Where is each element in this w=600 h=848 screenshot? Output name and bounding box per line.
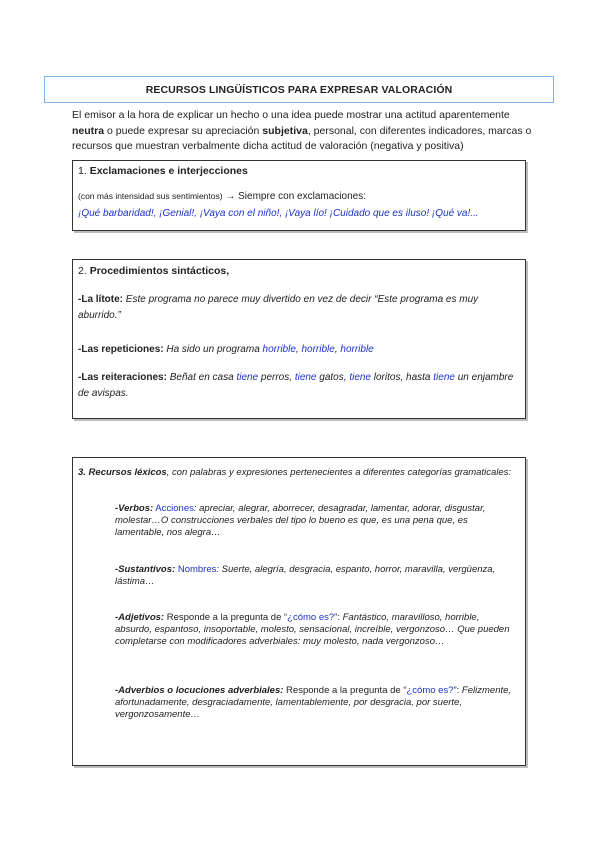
intro-bold-neutra: neutra	[72, 124, 105, 137]
adjetivos-text: Fantástico, maravilloso, horrible, absurdo, espantoso, insoportable, molesto, sensacional, increíble, vergonzoso… Que pueden completarse con modificadores adverbiales: muy molesto, nada vergonzoso…	[115, 612, 510, 647]
reiterated-word: tiene	[349, 372, 371, 383]
section1-note: (con más intensidad sus sentimientos)	[78, 191, 223, 201]
adverbios-question-highlight: ¿cómo es?	[406, 685, 454, 696]
repeated-word: horrible	[301, 344, 335, 355]
section-heading-text: Procedimientos sintácticos,	[89, 265, 230, 277]
repeated-word: horrible	[340, 344, 374, 355]
section-heading-text: Exclamaciones e interjecciones	[89, 165, 248, 177]
intro-text: o puede expresar su apreciación	[104, 124, 263, 137]
sustantivos-label: -Sustantivos:	[115, 564, 176, 575]
verbos-text: : apreciar, alegrar, aborrecer, desagradar, lamentar, adorar, disgustar, molestar…O construcciones verbales del tipo lo bueno es que, es una pena que, es lamentable, nos alegra…	[115, 503, 486, 538]
litote-text: Este programa no parece muy divertido en vez de decir “Este programa es muy aburrido.”	[78, 294, 479, 321]
section1-heading	[78, 165, 248, 177]
reiteraciones-text: gatos,	[316, 372, 350, 383]
repeticiones-text: Ha sido un programa	[163, 344, 263, 355]
litote-label: -La lítote:	[78, 294, 123, 305]
separator: ,	[295, 344, 302, 355]
reiteraciones-text: Beñat en casa	[166, 372, 237, 383]
verbos-category: Acciones	[153, 503, 194, 514]
adjetivos-question: Responde a la pregunta de “	[164, 612, 288, 623]
verbos-item	[115, 503, 515, 539]
reiteraciones-item	[78, 370, 518, 401]
section-heading-text: 3. Recursos léxicos	[78, 467, 167, 478]
sustantivos-category: Nombres	[175, 564, 217, 575]
section1-lead: Siempre con exclamaciones:	[238, 191, 366, 202]
adverbios-question: ”:	[453, 685, 460, 696]
repeticiones-label: -Las repeticiones:	[78, 344, 164, 355]
reiteraciones-text: perros,	[258, 372, 295, 383]
intro-text: El emisor a la hora de explicar un hecho o una idea puede mostrar una actitud aparentemente	[72, 109, 510, 121]
arrow-icon: →	[222, 191, 239, 202]
adjetivos-item	[115, 612, 515, 648]
reiterated-word: tiene	[236, 372, 259, 383]
section3-heading	[78, 467, 518, 479]
intro-text: , personal, con diferentes indicadores, marcas o recursos que muestran verbalmente dicha actitud de valoración (negativa y positiva)	[72, 124, 532, 152]
reiterated-word: tiene	[294, 372, 317, 383]
reiteraciones-text: un enjambre de avispas.	[78, 372, 514, 399]
adjetivos-label: -Adjetivos:	[115, 612, 165, 623]
litote-item	[78, 292, 518, 323]
document-title	[44, 76, 554, 103]
adjetivos-question-highlight: ¿cómo es?	[287, 612, 335, 623]
verbos-label: -Verbos:	[115, 503, 154, 514]
reiterated-word: tiene	[433, 372, 455, 383]
adverbios-question: Responde a la pregunta de “	[283, 685, 407, 696]
section1-examples: ¡Qué barbaridad!, ¡Genial!, ¡Vaya con el niño!, ¡Vaya lío! ¡Cuidado que es iluso! ¡Qué va!...	[78, 208, 479, 219]
repeated-word: horrible	[262, 344, 296, 355]
adverbios-item	[115, 685, 515, 721]
section-number: 1.	[78, 165, 90, 177]
section-exclamaciones	[72, 160, 526, 231]
section-procedimientos-sintacticos	[72, 259, 526, 419]
sustantivos-text: : Suerte, alegría, desgracia, espanto, horror, maravilla, vergüenza, lástima…	[115, 564, 496, 587]
intro-paragraph	[72, 108, 532, 155]
sustantivos-item	[115, 564, 515, 588]
intro-bold-subjetiva: subjetiva	[262, 124, 308, 137]
adverbios-text: Felizmente, afortunadamente, desgraciadamente, lamentablemente, por desgracia, por suerte, vergonzosamente…	[115, 685, 512, 720]
section3-heading-rest: , con palabras y expresiones pertenecientes a diferentes categorías gramaticales:	[166, 467, 512, 478]
reiteraciones-label: -Las reiteraciones:	[78, 372, 167, 383]
adverbios-label: -Adverbios o locuciones adverbiales:	[115, 685, 284, 696]
title-text: RECURSOS LINGÜÍSTICOS PARA EXPRESAR VALORACIÓN	[145, 83, 453, 96]
adjetivos-question: ”:	[334, 612, 340, 623]
repeticiones-item	[78, 342, 518, 358]
section2-heading	[78, 265, 229, 277]
section-recursos-lexicos	[72, 457, 526, 766]
separator: ,	[334, 344, 341, 355]
section-number: 2.	[78, 265, 90, 277]
section1-note-line	[78, 191, 366, 202]
reiteraciones-text: loritos, hasta	[371, 372, 434, 383]
